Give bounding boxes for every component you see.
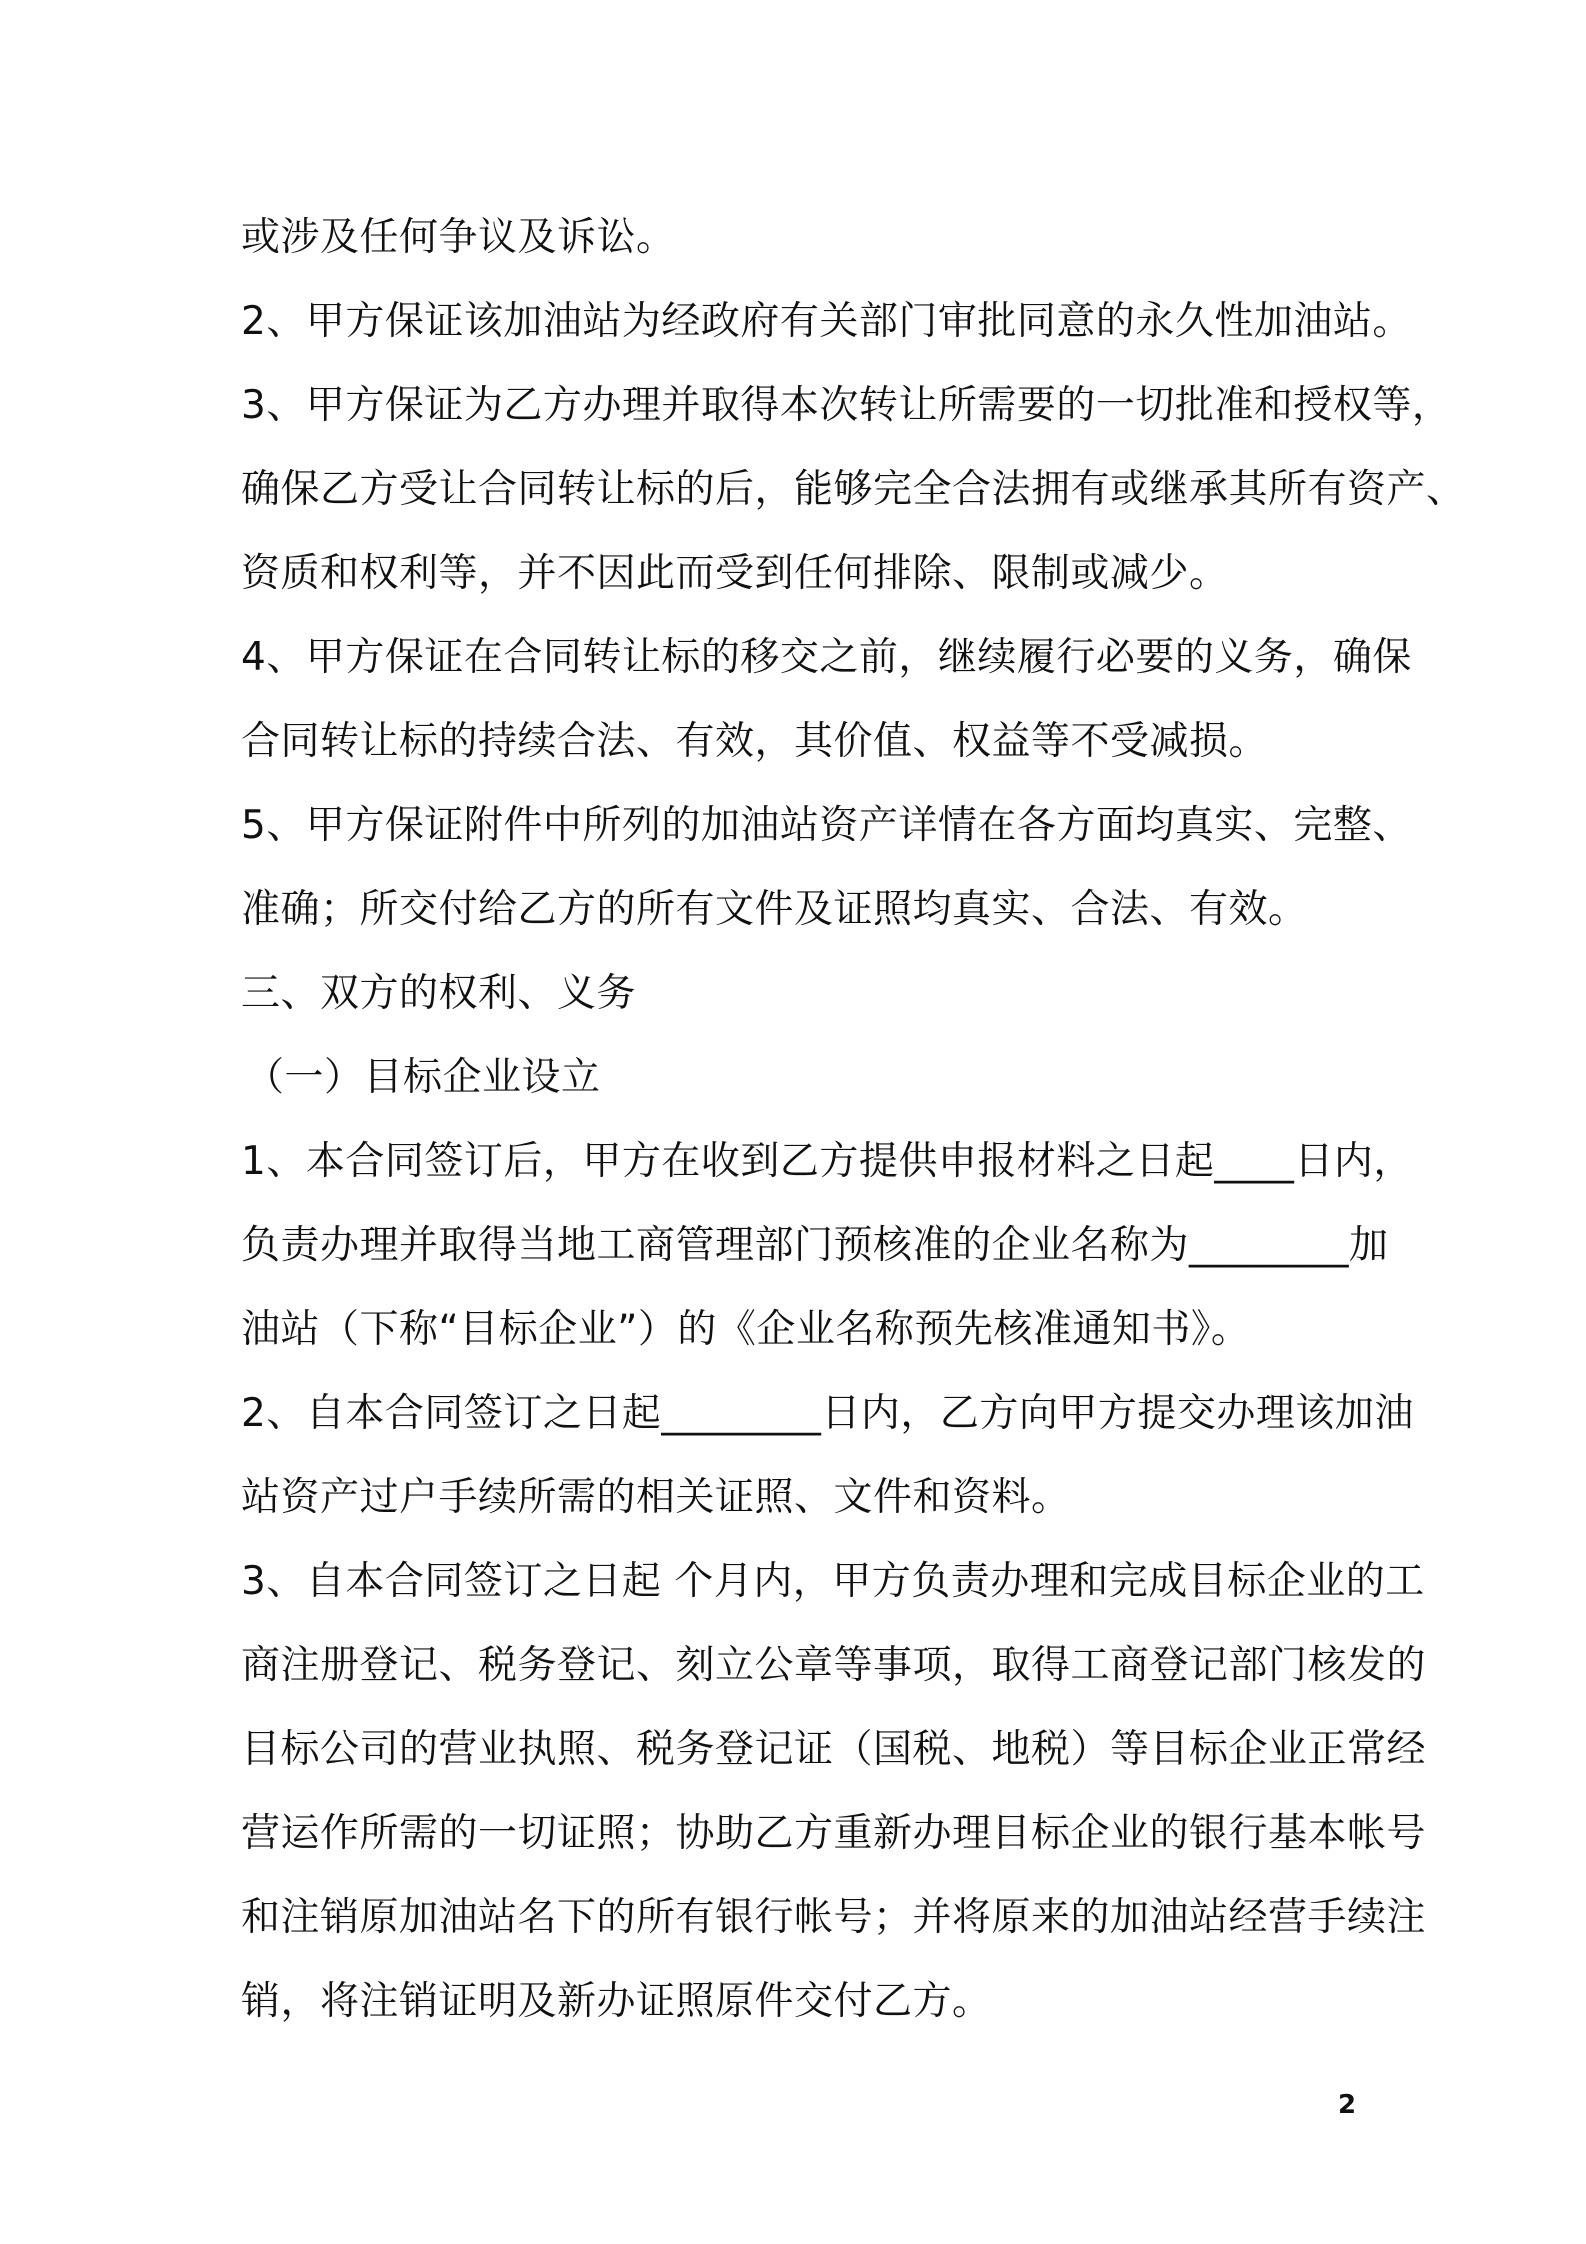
text-line: 销，将注销证明及新办证照原件交付乙方。: [241, 1979, 992, 2024]
text-line: 目标公司的营业执照、税务登记证（国税、地税）等目标企业正常经: [241, 1727, 1427, 1772]
text-line: 2、自本合同签订之日起________日内，乙方向甲方提交办理该加油: [241, 1391, 1414, 1436]
text-line: 商注册登记、税务登记、刻立公章等事项，取得工商登记部门核发的: [241, 1643, 1427, 1688]
text-line: 或涉及任何争议及诉讼。: [241, 215, 676, 260]
text-line: 3、自本合同签订之日起 个月内，甲方负责办理和完成目标企业的工: [241, 1559, 1425, 1604]
text-line: 2、甲方保证该加油站为经政府有关部门审批同意的永久性加油站。: [241, 299, 1412, 344]
text-line: 油站（下称“目标企业”）的《企业名称预先核准通知书》。: [241, 1307, 1251, 1352]
text-line: 3、甲方保证为乙方办理并取得本次转让所需要的一切批准和授权等，: [241, 383, 1452, 428]
page-number: 2: [1338, 2090, 1357, 2120]
text-line: 合同转让标的持续合法、有效，其价值、权益等不受减损。: [241, 719, 1269, 764]
text-line: 4、甲方保证在合同转让标的移交之前，继续履行必要的义务，确保: [241, 635, 1412, 680]
text-line: 和注销原加油站名下的所有银行帐号；并将原来的加油站经营手续注: [241, 1895, 1427, 1940]
text-line: 营运作所需的一切证照；协助乙方重新办理目标企业的银行基本帐号: [241, 1811, 1427, 1856]
text-line: 准确；所交付给乙方的所有文件及证照均真实、合法、有效。: [241, 887, 1308, 932]
text-line: 5、甲方保证附件中所列的加油站资产详情在各方面均真实、完整、: [241, 803, 1412, 848]
text-line: 资质和权利等，并不因此而受到任何排除、限制或减少。: [241, 551, 1229, 596]
section-heading: 三、双方的权利、义务: [241, 971, 637, 1016]
text-line: 负责办理并取得当地工商管理部门预核准的企业名称为________加: [241, 1223, 1389, 1268]
document-body: [241, 196, 1466, 2044]
text-line: 确保乙方受让合同转让标的后，能够完全合法拥有或继承其所有资产、: [241, 467, 1466, 512]
text-line: 1、本合同签订后，甲方在收到乙方提供申报材料之日起____日内，: [241, 1139, 1413, 1184]
subsection-heading: （一）目标企业设立: [245, 1055, 601, 1100]
text-line: 站资产过户手续所需的相关证照、文件和资料。: [241, 1475, 1071, 1520]
